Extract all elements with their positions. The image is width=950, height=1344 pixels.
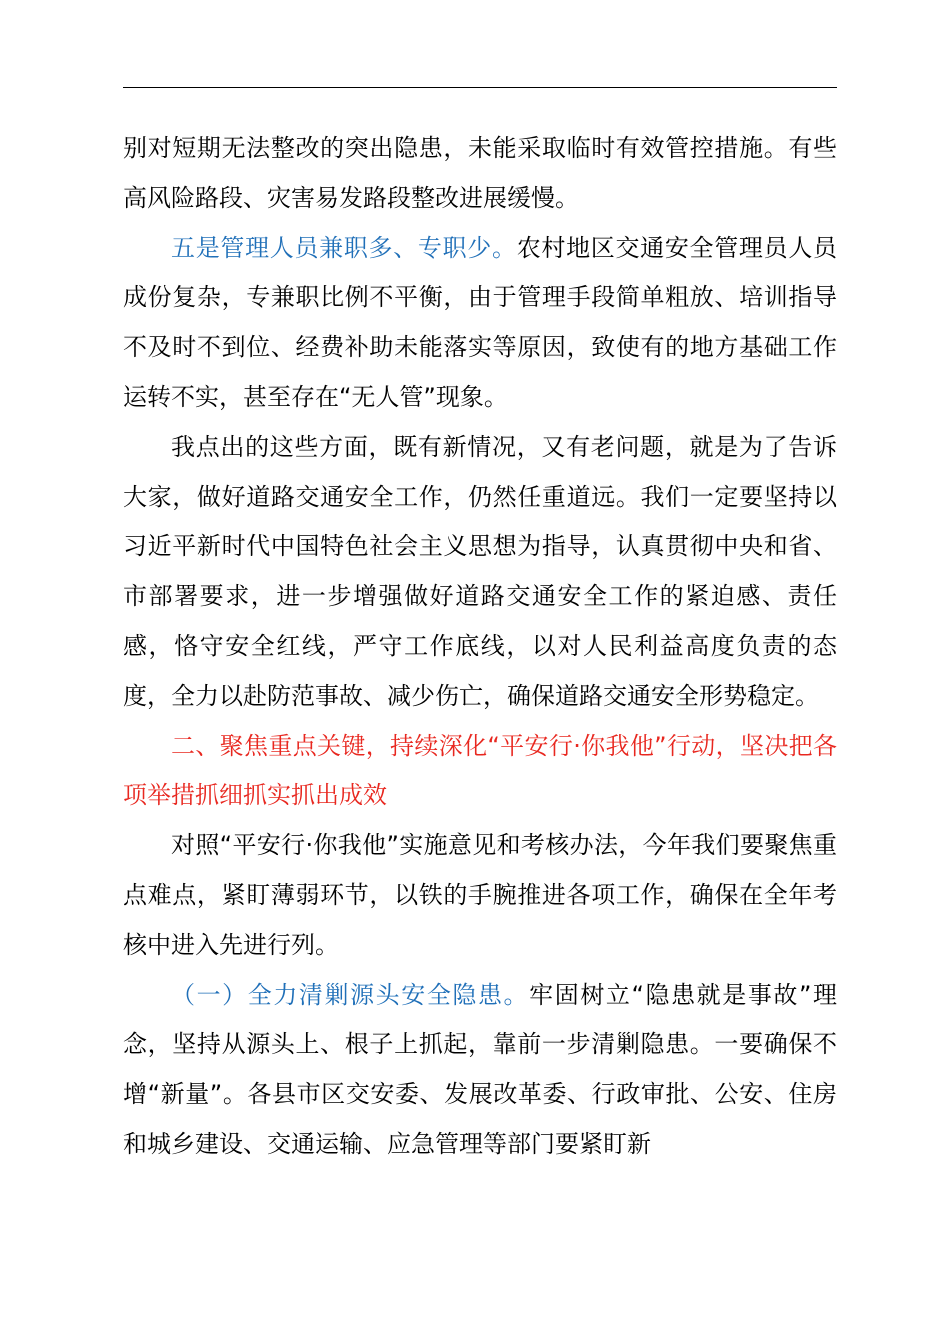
- point-heading: 五是管理人员兼职多、专职少。: [171, 233, 517, 262]
- document-body: [123, 124, 837, 1170]
- paragraph-item-one: [123, 971, 837, 1170]
- paragraph-text: 我点出的这些方面，既有新情况，又有老问题，就是为了告诉大家，做好道路交通安全工作，仍然任重道远。我们一定要坚持以习近平新时代中国特色社会主义思想为指导，认真贯彻中央和省、市部署要求，进一步增强做好道路交通安全工作的紧迫感、责任感，恪守安全红线，严守工作底线，以对人民利益高度负责的态度，全力以赴防范事故、减少伤亡，确保道路交通安全形势稳定。: [123, 432, 837, 710]
- paragraph-text: 农村地区交通安全管理员人员成份复杂，专兼职比例不平衡，由于管理手段简单粗放、培训指导不及时不到位、经费补助未能落实等原因，致使有的地方基础工作运转不实，甚至存在“无人管”现象。: [123, 233, 838, 411]
- section-heading-text: 二、聚焦重点关键，持续深化“平安行·你我他”行动，坚决把各项举措抓细抓实抓出成效: [123, 731, 837, 810]
- paragraph-point-five: [123, 224, 837, 423]
- paragraph-text: 别对短期无法整改的突出隐患，未能采取临时有效管控措施。有些高风险路段、灾害易发路段整改进展缓慢。: [123, 134, 837, 212]
- item-heading: （一）全力清剿源头安全隐患。: [171, 980, 530, 1009]
- header-rule: [123, 87, 837, 88]
- paragraph-section-intro: [123, 821, 837, 970]
- paragraph-text: 牢固树立“隐患就是事故”理念，坚持从源头上、根子上抓起，靠前一步清剿隐患。一要确保不增“新量”。各县市区交安委、发展改革委、行政审批、公安、住房和城乡建设、交通运输、应急管理等部门要紧盯新: [123, 980, 838, 1158]
- paragraph-continuation: [123, 124, 837, 224]
- section-heading: [123, 722, 837, 822]
- paragraph-text: 对照“平安行·你我他”实施意见和考核办法，今年我们要聚焦重点难点，紧盯薄弱环节，以铁的手腕推进各项工作，确保在全年考核中进入先进行列。: [123, 831, 837, 959]
- paragraph-summary: [123, 423, 837, 722]
